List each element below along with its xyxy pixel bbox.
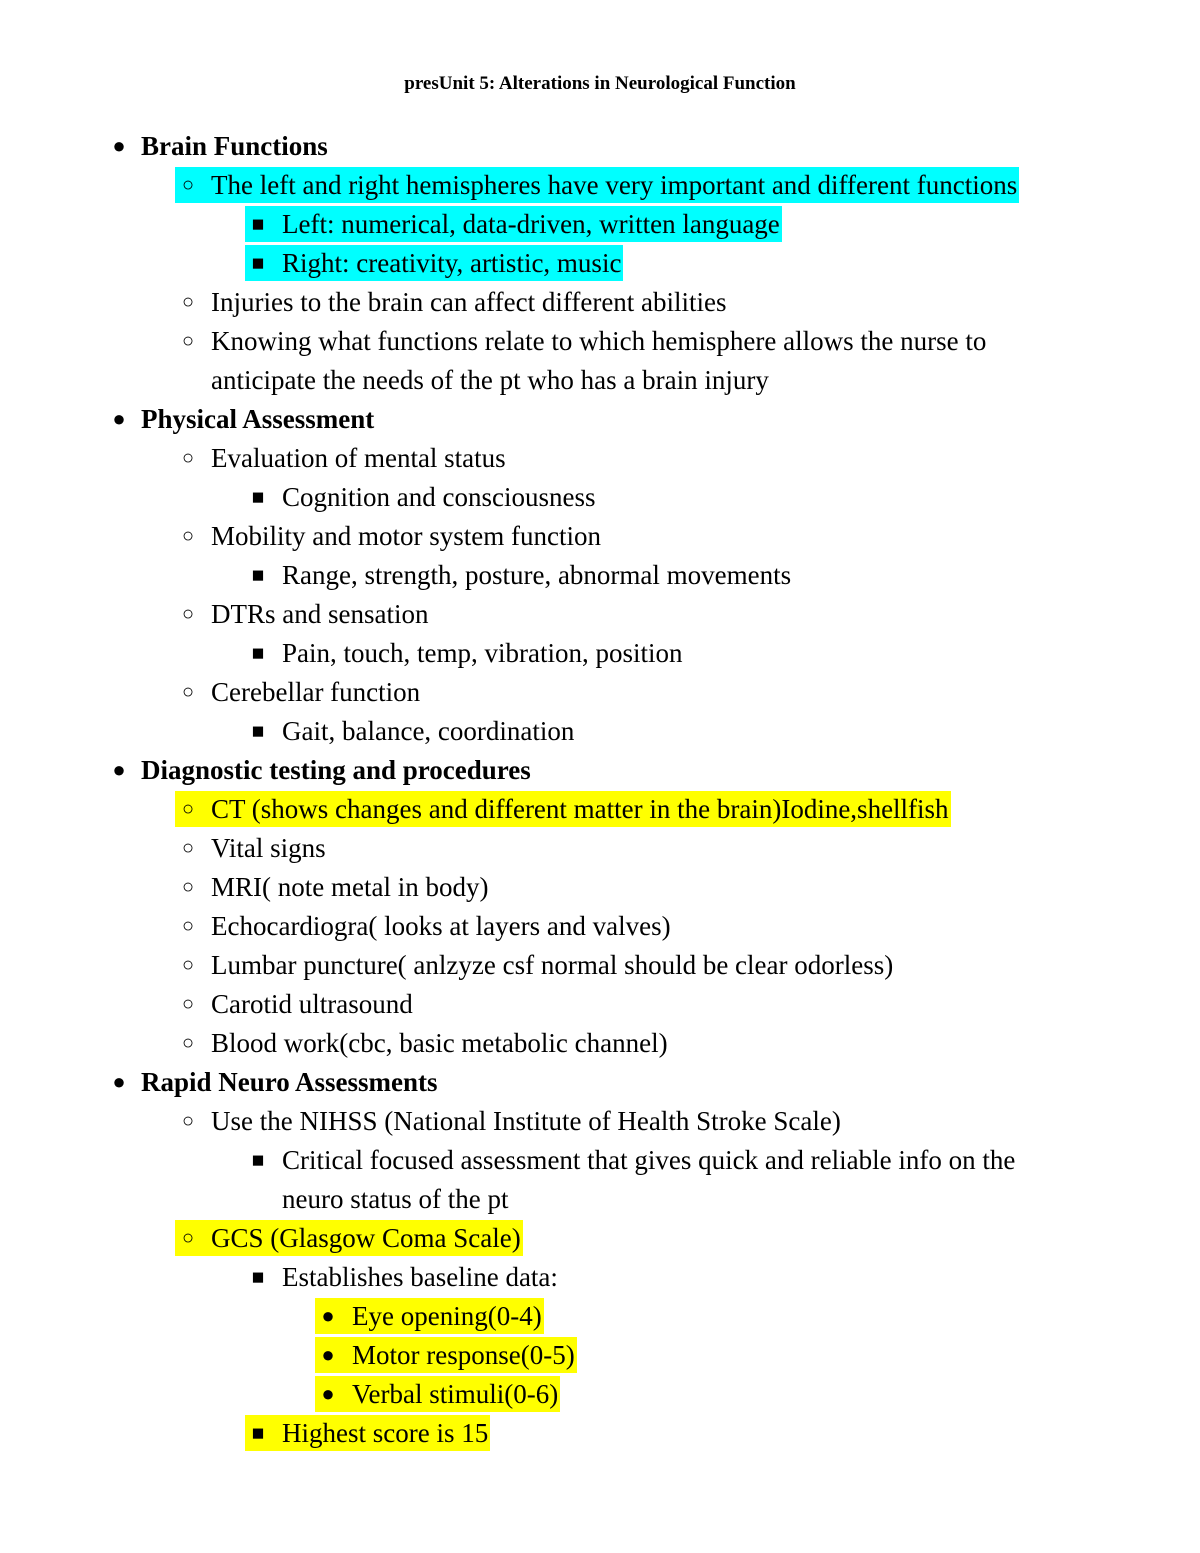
item-text: MRI( note metal in body): [211, 872, 489, 902]
item-text: Eye opening(0-4): [352, 1301, 542, 1331]
item-text: Carotid ultrasound: [211, 989, 413, 1019]
square-bullet-icon: ■: [251, 1265, 265, 1289]
item-text: Lumbar puncture( anlzyze csf normal should be clear odorless): [211, 950, 894, 980]
disc-bullet-icon: ●: [112, 1069, 126, 1094]
disc-bullet-icon: ●: [321, 1381, 335, 1406]
hollow-circle-bullet-icon: ○: [181, 954, 195, 976]
hollow-circle-bullet-icon: ○: [181, 1032, 195, 1054]
hollow-circle-bullet-icon: ○: [181, 447, 195, 469]
page-title: presUnit 5: Alterations in Neurological Function: [404, 73, 796, 94]
item-text: DTRs and sensation: [211, 599, 429, 629]
item-text: Critical focused assessment that gives quick and reliable info on the: [282, 1145, 1016, 1175]
hollow-circle-bullet-icon: ○: [181, 525, 195, 547]
item-text: Range, strength, posture, abnormal movements: [282, 560, 792, 590]
hollow-circle-bullet-icon: ○: [181, 681, 195, 703]
square-bullet-icon: ■: [251, 719, 265, 743]
item-text: Evaluation of mental status: [211, 443, 506, 473]
item-text: CT (shows changes and different matter in the brain)Iodine,shellfish: [211, 794, 949, 824]
section-heading-text: Diagnostic testing and procedures: [141, 755, 531, 785]
item-text: Motor response(0-5): [352, 1340, 575, 1370]
item-text: Highest score is 15: [282, 1418, 489, 1448]
item-text: Knowing what functions relate to which hemisphere allows the nurse to: [211, 326, 987, 356]
square-bullet-icon: ■: [251, 485, 265, 509]
section-heading-text: Physical Assessment: [141, 404, 375, 434]
item-text: Vital signs: [211, 833, 326, 863]
item-text: anticipate the needs of the pt who has a brain injury: [211, 365, 769, 395]
disc-bullet-icon: ●: [112, 406, 126, 431]
hollow-circle-bullet-icon: ○: [181, 876, 195, 898]
hollow-circle-bullet-icon: ○: [181, 837, 195, 859]
item-text: The left and right hemispheres have very important and different functions: [211, 170, 1018, 200]
disc-bullet-icon: ●: [112, 757, 126, 782]
item-text: Cognition and consciousness: [282, 482, 596, 512]
item-text: Blood work(cbc, basic metabolic channel): [211, 1028, 668, 1058]
item-text: Left: numerical, data-driven, written language: [282, 209, 780, 239]
square-bullet-icon: ■: [251, 1148, 265, 1172]
disc-bullet-icon: ●: [321, 1342, 335, 1367]
hollow-circle-bullet-icon: ○: [181, 798, 195, 820]
hollow-circle-bullet-icon: ○: [181, 1110, 195, 1132]
hollow-circle-bullet-icon: ○: [181, 603, 195, 625]
hollow-circle-bullet-icon: ○: [181, 291, 195, 313]
section-heading-text: Rapid Neuro Assessments: [141, 1067, 438, 1097]
square-bullet-icon: ■: [251, 212, 265, 236]
item-text: GCS (Glasgow Coma Scale): [211, 1223, 521, 1253]
item-text: Verbal stimuli(0-6): [352, 1379, 559, 1409]
disc-bullet-icon: ●: [321, 1303, 335, 1328]
item-text: Cerebellar function: [211, 677, 421, 707]
hollow-circle-bullet-icon: ○: [181, 993, 195, 1015]
square-bullet-icon: ■: [251, 641, 265, 665]
hollow-circle-bullet-icon: ○: [181, 174, 195, 196]
square-bullet-icon: ■: [251, 251, 265, 275]
hollow-circle-bullet-icon: ○: [181, 330, 195, 352]
square-bullet-icon: ■: [251, 563, 265, 587]
item-text: neuro status of the pt: [282, 1184, 509, 1214]
item-text: Injuries to the brain can affect different abilities: [211, 287, 727, 317]
hollow-circle-bullet-icon: ○: [181, 915, 195, 937]
item-text: Pain, touch, temp, vibration, position: [282, 638, 683, 668]
item-text: Gait, balance, coordination: [282, 716, 575, 746]
hollow-circle-bullet-icon: ○: [181, 1227, 195, 1249]
square-bullet-icon: ■: [251, 1421, 265, 1445]
section-heading-text: Brain Functions: [141, 131, 328, 161]
item-text: Echocardiogra( looks at layers and valves): [211, 911, 671, 941]
item-text: Mobility and motor system function: [211, 521, 601, 551]
item-text: Right: creativity, artistic, music: [282, 248, 622, 278]
item-text: Use the NIHSS (National Institute of Health Stroke Scale): [211, 1106, 841, 1136]
item-text: Establishes baseline data:: [282, 1262, 558, 1292]
disc-bullet-icon: ●: [112, 133, 126, 158]
